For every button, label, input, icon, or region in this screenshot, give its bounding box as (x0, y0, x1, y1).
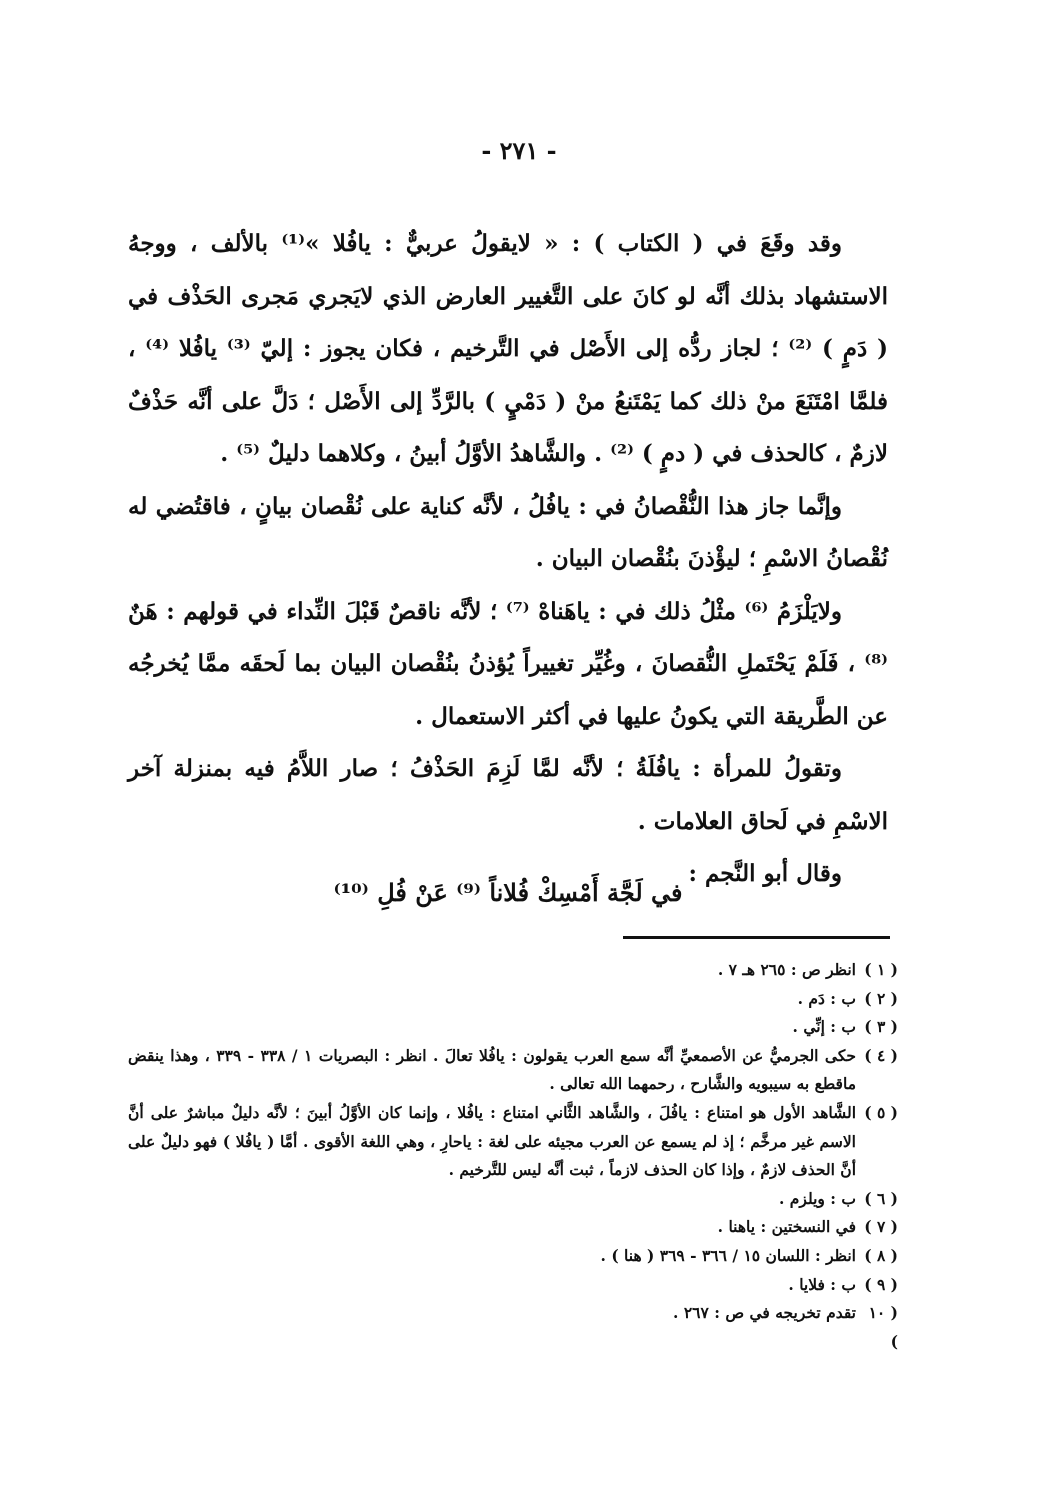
footnote-item (128, 1299, 898, 1356)
paragraph-3: ولايَلْزَمُ ⁽⁶⁾ مثْلُ ذلك في : ياهَناهْ ⁽⁷⁾ ؛ لأنَّه ناقصٌ قَبْلَ النِّداء في قولهم : هَنٌ ⁽⁸⁾ ، فَلَمْ يَحْتَملِ النُّقصانَ ، وغُيِّر تغييراً يُؤذنُ بنُقْصان البيان بما لَحقَه ممَّا يُخرجُه عن الطَّريقة التي يكونُ عليها في أكثر الاستعمال . (128, 597, 888, 730)
poetry-verse: في لَجَّة أَمْسِكْ فُلاناً ⁽⁹⁾ عَنْ فُلِ ⁽¹⁰⁾ (333, 878, 683, 907)
page-number: - ٢٧١ - (481, 136, 557, 165)
footnote-item (128, 1013, 898, 1042)
footnote-text: الشَّاهد الأول هو امتناع : يافُلَ ، والشَّاهد الثَّاني امتناع : يافُلا ، وإنما كان الأوَّلُ أبينَ ؛ لأنَّه دليلٌ مباشرٌ على أنَّ الاسم غير مرخَّم ؛ إذ لم يسمع عن العرب مجيئه على لغة : ياحارِ ، وهي اللغة الأقوى . أمَّا ( يافُلا ) فهو دليلٌ على أنَّ الحذف لازمٌ ، وإذا كان الحذف لازماً ، ثبت أنَّه ليس للتَّرخيم . (128, 1102, 856, 1180)
footnote-text: في النسختين : ياهنا . (717, 1217, 856, 1237)
footnote-item (128, 1042, 898, 1099)
footnote-number: ( ٢ ) (864, 988, 898, 1008)
footnote-number: ( ٧ ) (864, 1217, 898, 1237)
footnote-number: ( ١ ) (864, 960, 898, 979)
footnote-text: انظر : اللسان ١٥ / ٣٦٦ - ٣٦٩ ( هنا ) . (600, 1245, 856, 1265)
footnote-text: ب : إنِّي . (792, 1017, 856, 1037)
paragraph-5: وقال أبو النَّجم : (688, 860, 842, 887)
footnote-text: ب : ويلزم . (779, 1188, 856, 1208)
paragraph-2: وإنَّما جاز هذا النُّقْصانُ في : يافُلُ ، لأنَّه كناية على نُقْصان بيانٍ ، فاقتُضي له نُقْصانُ الاسْمِ ؛ ليؤْذنَ بنُقْصان البيان . (128, 492, 888, 572)
footnote-number: ( ٤ ) (864, 1045, 898, 1065)
main-text (128, 218, 888, 901)
footnote-text: ب : فلايا . (788, 1274, 856, 1294)
footnote-number: ( ٩ ) (864, 1274, 898, 1294)
footnote-item (128, 1242, 898, 1271)
footnote-item (128, 1099, 898, 1185)
footnote-item (128, 985, 898, 1014)
footnote-number: ( ٣ ) (864, 1017, 898, 1037)
footnote-item (128, 1271, 898, 1300)
paragraph-4: وتقولُ للمرأة : يافُلَةُ ؛ لأنَّه لمَّا لَزِمَ الحَذْفُ ؛ صار اللاَّمُ فيه بمنزلة آخر الاسْمِ في لَحاق العلامات . (128, 755, 888, 835)
footnote-text: تقدم تخريجه في ص : ٢٦٧ . (673, 1303, 856, 1323)
footnote-separator (623, 936, 890, 939)
paragraph-1: وقد وقَعَ في ( الكتاب ) : « لايقولُ عربيٌّ : يافُلا »⁽¹⁾ بالألف ، ووجهُ الاستشهاد بذلك أنَّه لو كانَ على التَّغيير العارض الذي لايَجري مَجرى الحَذْف في ( دَمٍ ) ⁽²⁾ ؛ لجاز ردُّه إلى الأَصْل في التَّرخيم ، فكان يجوز : إليّ ⁽³⁾ يافُلا ⁽⁴⁾ ، فلمَّا امْتَنَعَ منْ ذلك كما يَمْتَنعُ منْ ( دَمْيٍ ) بالرَّدِّ إلى الأَصْل ؛ دَلَّ على أنَّه حَذْفٌ لازمٌ ، كالحذف في ( دمٍ ) ⁽²⁾ . والشَّاهدُ الأوَّلُ أبينُ ، وكلاهما دليلٌ ⁽⁵⁾ . (128, 230, 888, 467)
footnote-item (128, 956, 898, 985)
footnotes (128, 956, 898, 1356)
footnote-text: انظر ص : ٢٦٥ هـ ٧ . (717, 960, 856, 979)
footnote-number: ( ٦ ) (864, 1188, 898, 1208)
footnote-number: ( ٨ ) (864, 1245, 898, 1265)
footnote-item (128, 1213, 898, 1242)
footnote-text: حكى الجرميُّ عن الأصمعيِّ أنَّه سمع العرب يقولون : يافُلا تعالَ . انظر : البصريات ١ / ٣٣٨ - ٣٣٩ ، وهذا ينقض ماقطع به سيبويه والشَّارح ، رحمهما الله تعالى . (128, 1045, 856, 1094)
footnote-text: ب : دَم . (797, 988, 856, 1008)
footnote-number: ( ٥ ) (864, 1102, 898, 1122)
footnote-item (128, 1185, 898, 1214)
footnote-number: ( ١٠ ) (868, 1303, 898, 1351)
